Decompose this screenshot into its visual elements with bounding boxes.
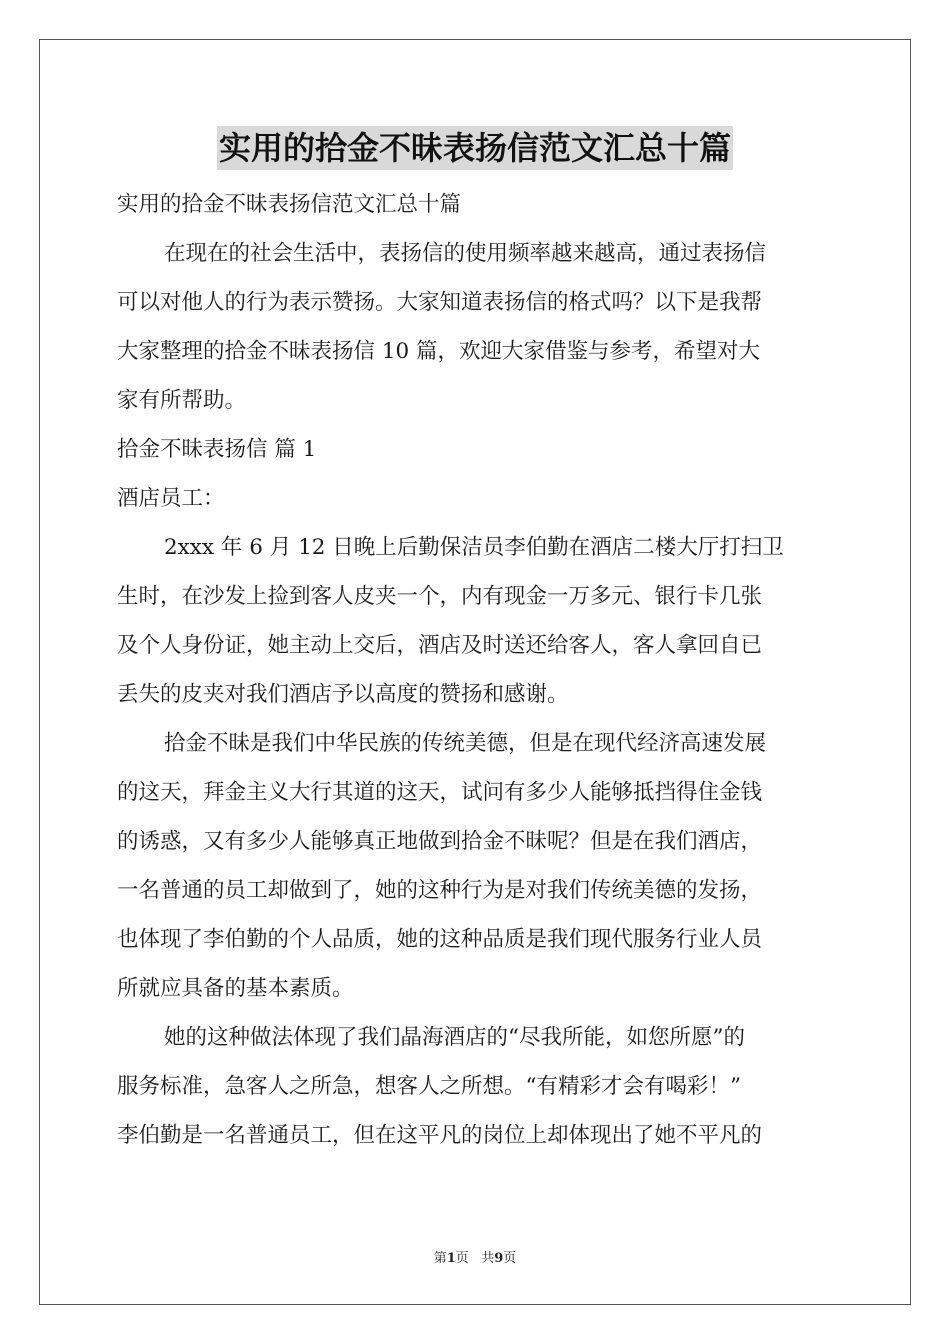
document-body [117,180,835,1160]
text-line: 她的这种做法体现了我们晶海酒店的“尽我所能，如您所愿”的 [164,1025,745,1050]
footer-prefix: 第 [433,1251,447,1266]
text-line: 2xxx 年 6 月 12 日晚上后勤保洁员李伯勤在酒店二楼大厅打扫卫 [164,535,784,560]
text-line: 李伯勤是一名普通员工，但在这平凡的岗位上却体现出了她不平凡的 [117,1123,763,1148]
text-line: 拾金不昧是我们中华民族的传统美德，但是在现代经济高速发展 [164,731,767,756]
footer-page-number: 1 [446,1251,456,1266]
text-line: 也体现了李伯勤的个人品质，她的这种品质是我们现代服务行业人员 [117,927,763,952]
text-line: 拾金不昧表扬信 篇 1 [117,437,317,462]
text-line: 的这天，拜金主义大行其道的这天，试问有多少人能够抵挡得住金钱 [117,780,763,805]
page-footer [0,1247,950,1266]
footer-page-suffix: 页 [455,1251,469,1266]
footer-total-pages: 9 [494,1251,504,1266]
text-line: 所就应具备的基本素质。 [117,976,354,1001]
text-line: 实用的拾金不昧表扬信范文汇总十篇 [117,192,462,217]
text-line: 可以对他人的行为表示赞扬。大家知道表扬信的格式吗？以下是我帮 [117,290,763,315]
document-title: 实用的拾金不昧表扬信范文汇总十篇 [217,126,733,170]
text-line: 家有所帮助。 [117,388,247,413]
text-line: 服务标准，急客人之所急，想客人之所想。“有精彩才会有喝彩！” [117,1074,741,1099]
text-line: 生时，在沙发上捡到客人皮夹一个，内有现金一万多元、银行卡几张 [117,584,763,609]
footer-total-prefix: 共 [481,1251,495,1266]
text-line: 的诱惑，又有多少人能够真正地做到拾金不昧呢？但是在我们酒店， [117,829,763,854]
text-line: 在现在的社会生活中，表扬信的使用频率越来越高，通过表扬信 [164,241,767,266]
text-line: 酒店员工： [117,486,225,511]
title-container [0,126,950,170]
text-line: 及个人身份证，她主动上交后，酒店及时送还给客人，客人拿回自已 [117,633,763,658]
text-line: 丢失的皮夹对我们酒店予以高度的赞扬和感谢。 [117,682,569,707]
text-line: 大家整理的拾金不昧表扬信 10 篇，欢迎大家借鉴与参考，希望对大 [117,339,761,364]
footer-total-suffix: 页 [503,1251,517,1266]
text-line: 一名普通的员工却做到了，她的这种行为是对我们传统美德的发扬， [117,878,763,903]
